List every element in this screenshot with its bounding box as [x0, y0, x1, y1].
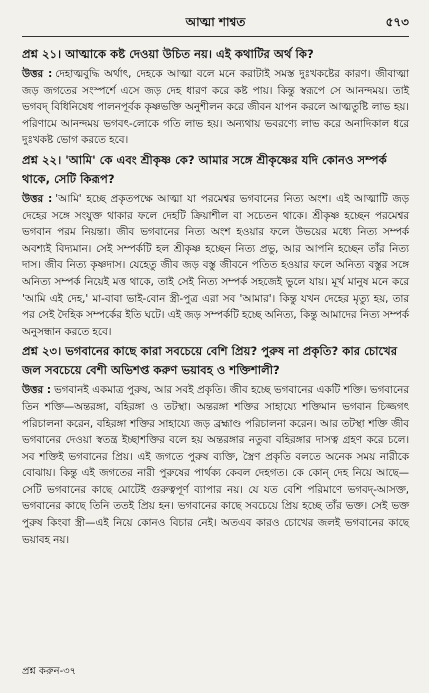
- running-header: [22, 14, 409, 37]
- answer-paragraph: [22, 191, 409, 340]
- answer-text: 'আমি' হচ্ছে প্রকৃতপক্ষে আত্মা যা পরমেশ্বর ভগবানের নিত্য অংশ। এই আত্মাটি জড় দেহের সঙ্গে সংযুক্ত থাকার ফলে দেহটি ক্রিয়াশীল বা সচেতন থাকে। শ্রীকৃষ্ণ হচ্ছেন পরমেশ্বর ভগবান পরম নিয়ন্তা। জীব ভগবানের নিত্য অংশ হওয়ার ফলে উভয়ের মধ্যে নিত্য সম্পর্ক অবশ্যই বিদ্যমান। সেই সম্পর্কটি হল শ্রীকৃষ্ণ হচ্ছেন নিত্য প্রভু, আর আপনি হচ্ছেন তাঁর নিত্য দাস। জীব নিত্য কৃষ্ণদাস। যেহেতু জীব জড় বস্তু জীবনে পতিত হওয়ার ফলে অনিত্য বস্তুর সঙ্গে অনিত্য সম্পর্ক নিয়েই মত্ত থাকে, তাই সেই নিত্য সম্পর্ক সহজেই ভুলে যায়। মূর্খ মানুষ মনে করে 'আমি এই দেহ,' মা-বাবা ভাই-বোন স্ত্রী-পুত্র এরা সব 'আমার'। কিন্তু যখন দেহের মৃত্যু হয়, তার পর সেই দৈহিক সম্পর্কের ইতি ঘটে। এই জড় সম্পর্কটি হচ্ছে অনিত্য, কিন্তু আমাদের নিত্য সম্পর্ক অনুসন্ধান করতে হবে।: [22, 192, 409, 338]
- footer-label: প্রশ্ন করুন-৩৭: [22, 666, 77, 677]
- question-heading: প্রশ্ন ২১। আত্মাকে কষ্ট দেওয়া উচিত নয়। এই কথাটির অর্থ কি?: [22, 47, 314, 61]
- qa-block-21: [22, 45, 409, 149]
- answer-paragraph: [22, 382, 409, 548]
- qa-block-22: [22, 151, 409, 340]
- running-title: আত্মা শাশ্বত: [185, 15, 246, 29]
- page-number: ৫৭৩: [385, 15, 409, 29]
- qa-block-23: [22, 342, 409, 548]
- question-heading: প্রশ্ন ২২। 'আমি' কে এবং শ্রীকৃষ্ণ কে? আমার সঙ্গে শ্রীকৃষ্ণের যদি কোনও সম্পর্ক থাকে, সেটি কিরূপ?: [22, 152, 387, 186]
- question-heading: প্রশ্ন ২৩। ভগবানের কাছে কারা সবচেয়ে বেশি প্রিয়? পুরুষ না প্রকৃতি? কার চোখের জল সবচেয়ে বেশী অভিশপ্ত করুণ ভয়াবহ ও শক্তিশালী?: [22, 344, 398, 378]
- answer-text: ভগবানই একমাত্র পুরুষ, আর সবই প্রকৃতি। জীব হচ্ছে ভগবানের একটি শক্তি। ভগবানের তিন শক্তি—অন্তরঙ্গা, বহিরঙ্গা ও তটস্থা। অন্তরঙ্গা শক্তির সাহায্যে শক্তিমান ভগবান চিজ্জগৎ পরিচালনা করেন, বহিরঙ্গা শক্তির সাহায্যে জড় ব্রহ্মাণ্ড পরিচালনা করেন। আর তটস্থা শক্তি জীব ভগবানের দেওয়া স্বতন্ত্র ইচ্ছাশক্তির বলে হয় অন্তরঙ্গার নতুবা বহিরঙ্গার দাসত্ব গ্রহণ করে চলে। সব শক্তিই ভগবানের প্রিয়। এই জগতে পুরুষ ব্যক্তি, স্ত্রৈণ প্রকৃতি বলতে অনেক সময় নারীকে বোঝায়। কিন্তু এই জগতের নারী পুরুষের পার্থক্য কেবল দেহগত। কে কোন্ দেহ নিয়ে আছে—সেটি ভগবানের কাছে মোটেই গুরুত্বপূর্ণ ব্যাপার নয়। যে যত বেশি পরিমাণে ভগবদ্-আসক্ত, ভগবানের কাছে তিনি ততই প্রিয় হন। ভগবানের কাছে সবচেয়ে প্রিয় হচ্ছে তাঁর ভক্ত। সেই ভক্ত পুরুষ কিংবা স্ত্রী—এই নিয়ে কোনও বিচার নেই। অতএব কারও চোখের জলই ভগবানের কাছে ভয়াবহ নয়।: [22, 384, 409, 546]
- answer-label: উত্তর :: [22, 192, 53, 205]
- answer-label: উত্তর :: [22, 384, 51, 397]
- answer-text: দেহাত্মবুদ্ধি অর্থাৎ, দেহকে আত্মা বলে মনে করাটাই সমস্ত দুঃখকষ্টের কারণ। জীবাত্মা জড় জগতের সংস্পর্শে এসে জড় দেহ ধারণ করে কষ্ট পায়। কিন্তু স্বরূপে সে আনন্দময়। তাই ভগবদ্ বিধিনিষেধ পালনপূর্বক কৃষ্ণভক্তি অনুশীলন করে জীবন যাপন করলে আত্মতুষ্টি লাভ হয়। পরিণামে আনন্দময় ভগবৎ-লোকে গতি লাভ হয়। অন্যথায় ভবরণ্যে লাভ করে অনাদিকাল ধরে দুঃখকষ্ট ভোগ করতে হবে।: [22, 68, 409, 147]
- answer-paragraph: [22, 66, 409, 149]
- answer-label: উত্তর :: [22, 68, 53, 80]
